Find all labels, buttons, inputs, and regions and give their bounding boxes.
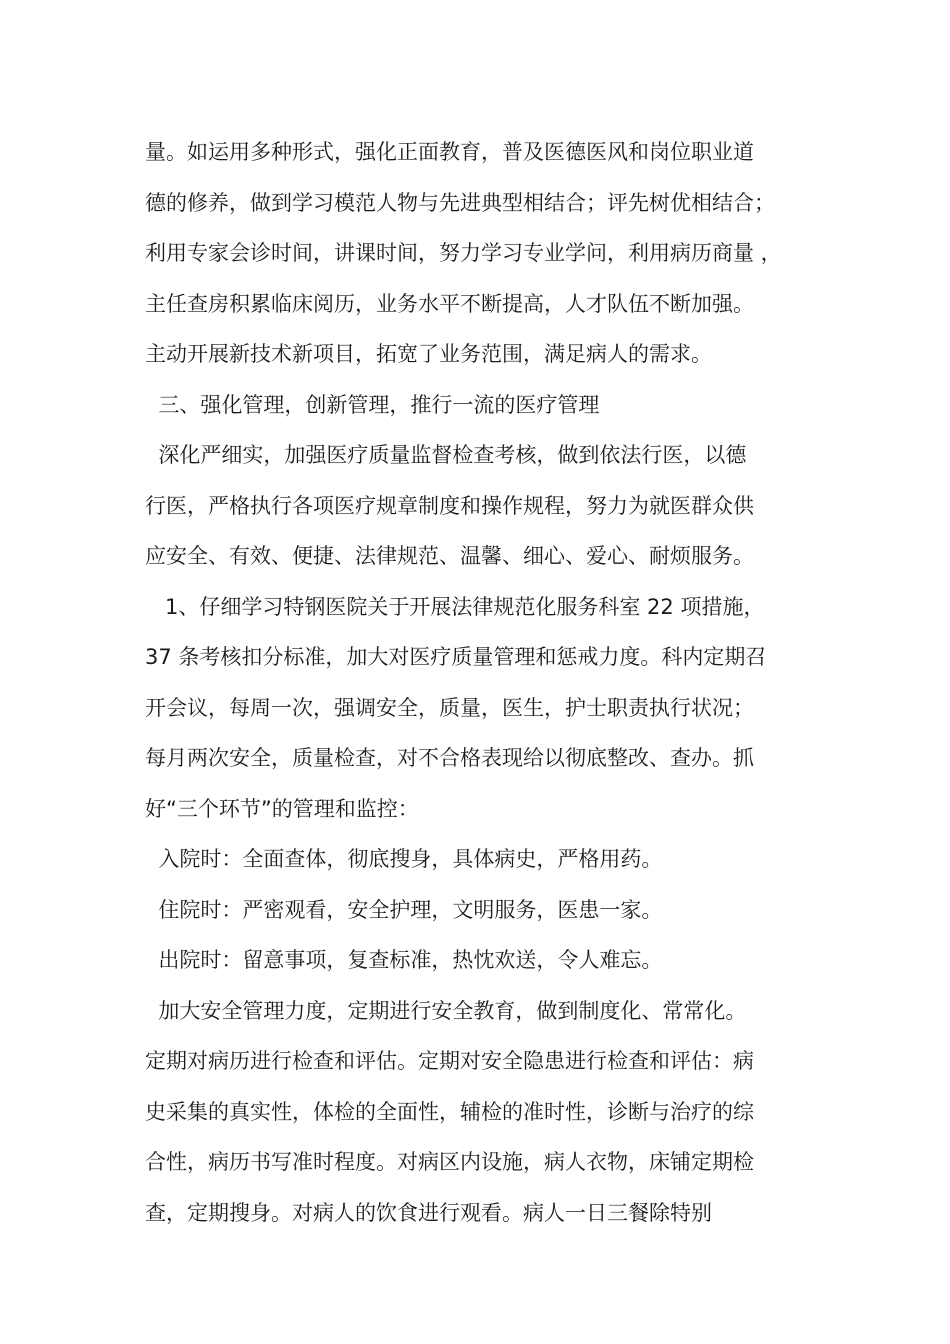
text-line-21: 合性，病历书写准时程度。对病区内设施，病人衣物，床铺定期检 — [145, 1150, 754, 1174]
text-line-13: 每月两次安全，质量检查，对不合格表现给以彻底整改、查办。抓 — [145, 746, 754, 770]
text-line-9: 应安全、有效、便捷、法律规范、温馨、细心、爱心、耐烦服务。 — [145, 544, 754, 568]
text-line-7: 深化严细实，加强医疗质量监督检查考核，做到依法行医，以德 — [145, 443, 747, 467]
section-heading: 三、强化管理，创新管理，推行一流的医疗管理 — [145, 392, 600, 417]
text-line-5: 主动开展新技术新项目，拓宽了业务范围，满足病人的需求。 — [145, 342, 712, 366]
text-line-14: 好“三个环节”的管理和监控： — [145, 796, 419, 821]
text-line-16: 住院时：严密观看，安全护理，文明服务，医患一家。 — [145, 897, 663, 922]
text-line-1: 量。如运用多种形式，强化正面教育，普及医德医风和岗位职业道 — [145, 140, 754, 164]
text-line-18: 加大安全管理力度，定期进行安全教育，做到制度化、常常化。 — [145, 998, 747, 1023]
text-line-15: 入院时：全面查体，彻底搜身，具体病史，严格用药。 — [145, 847, 663, 871]
text-line-2: 德的修养，做到学习模范人物与先进典型相结合；评先树优相结合； — [145, 190, 775, 215]
text-line-11: 37 条考核扣分标准，加大对医疗质量管理和惩戒力度。科内定期召 — [145, 645, 767, 669]
text-line-12: 开会议，每周一次，强调安全，质量，医生，护士职责执行状况； — [145, 695, 754, 720]
text-line-8: 行医，严格执行各项医疗规章制度和操作规程，努力为就医群众供 — [145, 493, 754, 518]
text-line-10: 1、仔细学习特钢医院关于开展法律规范化服务科室 22 项措施， — [145, 594, 765, 619]
text-line-22: 查，定期搜身。对病人的饮食进行观看。病人一日三餐除特别 — [145, 1200, 712, 1225]
body-text — [145, 127, 825, 1238]
text-line-20: 史采集的真实性，体检的全面性，辅检的准时性，诊断与治疗的综 — [145, 1099, 754, 1124]
text-line-3: 利用专家会诊时间，讲课时间，努力学习专业学问，利用病历商量 ， — [145, 241, 782, 265]
text-line-17: 出院时：留意事项，复查标准，热忱欢送，令人难忘。 — [145, 948, 663, 972]
text-line-19: 定期对病历进行检查和评估。定期对安全隐患进行检查和评估：病 — [145, 1049, 754, 1073]
text-line-4: 主任查房积累临床阅历，业务水平不断提高，人才队伍不断加强。 — [145, 291, 754, 316]
